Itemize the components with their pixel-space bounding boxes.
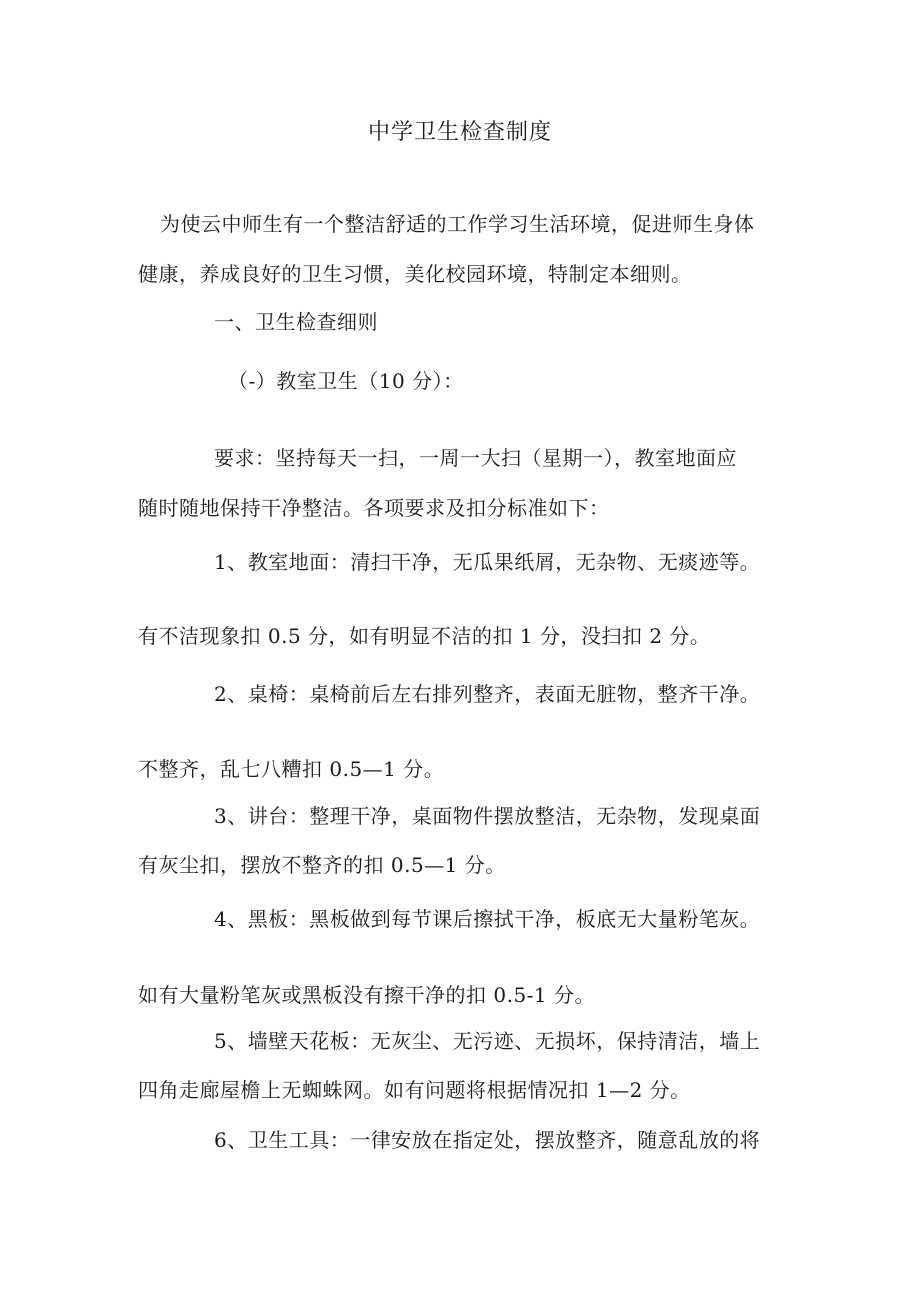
subsection-heading: （-）教室卫生（10 分）： — [228, 369, 464, 393]
item-3-line-1: 3、讲台：整理干净，桌面物件摆放整洁，无杂物，发现桌面 — [214, 804, 761, 828]
item-3-line-2: 有灰尘扣，摆放不整齐的扣 0.5—1 分。 — [138, 853, 506, 877]
intro-line-2: 健康，养成良好的卫生习惯，美化校园环境，特制定本细则。 — [138, 262, 692, 286]
item-6-line-1: 6、卫生工具：一律安放在指定处，摆放整齐，随意乱放的将 — [214, 1128, 761, 1152]
intro-line-1: 为使云中师生有一个整洁舒适的工作学习生活环境，促进师生身体 — [160, 212, 755, 236]
item-4-line-1: 4、黑板：黑板做到每节课后擦拭干净，板底无大量粉笔灰。 — [214, 907, 761, 931]
item-1-line-1: 1、教室地面：清扫干净，无瓜果纸屑，无杂物、无痰迹等。 — [214, 550, 761, 574]
document-title: 中学卫生检查制度 — [367, 120, 552, 145]
requirement-line-2: 随时随地保持干净整洁。各项要求及扣分标准如下： — [138, 496, 610, 520]
item-4-line-2: 如有大量粉笔灰或黑板没有擦干净的扣 0.5-1 分。 — [138, 983, 596, 1007]
item-5-line-1: 5、墙壁天花板：无灰尘、无污迹、无损坏，保持清洁，墙上 — [214, 1029, 761, 1053]
section-heading: 一、卫生检查细则 — [214, 310, 378, 334]
item-1-line-2: 有不洁现象扣 0.5 分，如有明显不洁的扣 1 分，没扫扣 2 分。 — [138, 624, 711, 648]
item-2-line-1: 2、桌椅：桌椅前后左右排列整齐，表面无脏物，整齐干净。 — [214, 682, 761, 706]
requirement-line-1: 要求：坚持每天一扫，一周一大扫（星期一），教室地面应 — [214, 446, 737, 470]
item-5-line-2: 四角走廊屋檐上无蜘蛛网。如有问题将根据情况扣 1—2 分。 — [138, 1078, 691, 1102]
item-2-line-2: 不整齐，乱七八糟扣 0.5—1 分。 — [138, 757, 445, 781]
